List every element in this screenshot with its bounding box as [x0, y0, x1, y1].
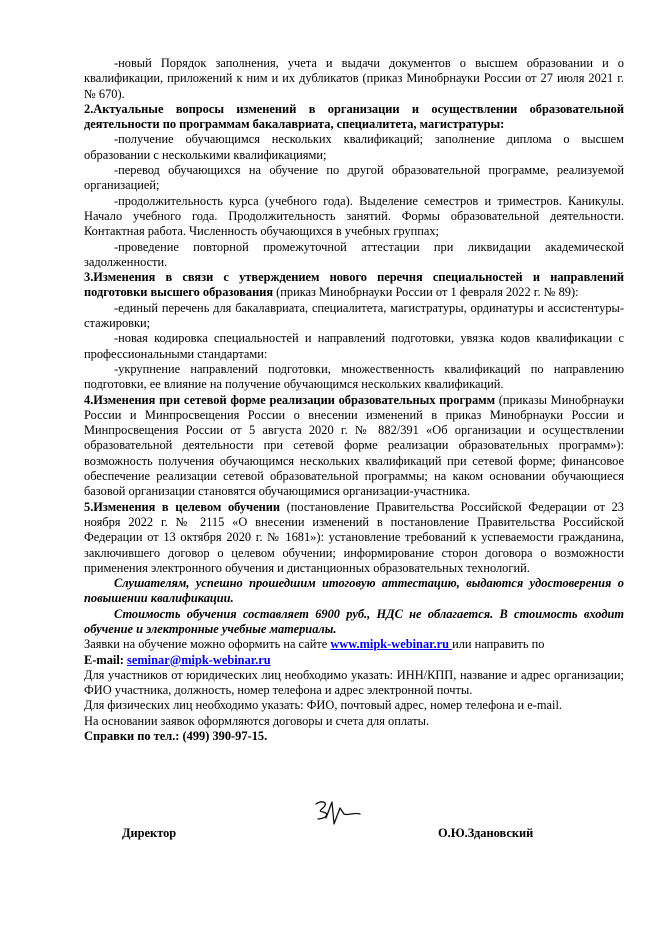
site-link[interactable]: www.mipk-webinar.ru [330, 637, 453, 652]
email-link[interactable]: seminar@mipk-webinar.ru [127, 652, 271, 667]
signature-icon [310, 794, 370, 832]
signature-row [84, 794, 624, 840]
apply-text: Заявки на обучение можно оформить на сайте [84, 637, 331, 652]
item2-bullet: -перевод обучающихся на обучение по другой образовательной программе, реализуемой организацией; [84, 163, 624, 193]
apply-text-2: или направить по [452, 637, 545, 652]
item2-title: 2.Актуальные вопросы изменений в организации и осуществлении образовательной деятельности по программам бакалавриата, специалитета, магистратуры: [84, 101, 624, 132]
director-name: О.Ю.Здановский [438, 826, 534, 840]
item3-rest: (приказ Минобрнауки России от 1 февраля 2022 г. № 89): [273, 285, 579, 300]
item2-bullet: -получение обучающимся нескольких квалификаций; заполнение диплома о высшем образовании с несколькими квалификациями; [84, 132, 624, 162]
document-body [84, 56, 624, 840]
item4-rest: (приказы Минобрнауки России и Минпросвещения России о внесении изменений в приказ Минобрнауки России и Минпросвещения России от 5 августа 2020 г. № 882/391 «Об организации и осуществлении образовательной деятельности при сетевой форме реализации образовательных программ»): возможность получения обучающимся нескольких квалификаций при сетевой форме; финансовое обеспечение реализации сетевой образовательной программы; на каком основании обучающиеся базовой организации становятся обучающимися организации-участника. [84, 392, 624, 499]
item5-paragraph [84, 500, 624, 576]
director-title: Директор [122, 826, 177, 840]
individuals-note: Для физических лиц необходимо указать: ФИО, почтовый адрес, номер телефона и e-mail. [84, 698, 563, 713]
item2-bullet: -продолжительность курса (учебного года). Выделение семестров и триместров. Каникулы. Начало учебного года. Продолжительность занятий. Формы образовательной деятельности. Контактная работа. Численность обучающихся в учебных группах; [84, 193, 624, 239]
item3-bullet: -единый перечень для бакалавриата, специалитета, магистратуры, ординатуры и ассистентуры-стажировки; [84, 300, 624, 331]
item3-bullet: -укрупнение направлений подготовки, множественность квалификаций по направлению подготовки, ее влияние на получение обучающимся нескольких квалификаций. [84, 361, 624, 392]
item3-paragraph [84, 270, 624, 301]
email-label: E-mail: [84, 652, 128, 667]
apply-paragraph [84, 637, 624, 668]
certificate-note: Слушателям, успешно прошедшим итоговую аттестацию, выдаются удостоверения о повышении квалификации. [84, 576, 624, 606]
item2-bullet: -проведение повторной промежуточной аттестации при ликвидации академической задолженности. [84, 239, 624, 269]
item1-tail: -новый Порядок заполнения, учета и выдачи документов о высшем образовании и о квалификации, приложений к ним и их дубликатов (приказ Минобрнауки России от 27 июля 2021 г. № 670). [84, 56, 624, 101]
item3-bullet: -новая кодировка специальностей и направлений подготовки, увязка кодов квалификации с профессиональными стандартами: [84, 331, 624, 361]
item4-paragraph [84, 393, 624, 500]
item5-rest: (постановление Правительства Российской Федерации от 23 ноября 2022 г. № 2115 «О внесении изменений в постановление Правительства Российской Федерации от 13 октября 2020 г. № 1681»): установление требований к успеваемости гражданина, заключившего договор о целевом обучении; информирование сторон договора о возможности применения электронного обучения и дистанционных образовательных технологий. [84, 499, 624, 575]
item5-title: 5.Изменения в целевом обучении [84, 499, 281, 514]
contracts-note: На основании заявок оформляются договоры и счета для оплаты. [84, 713, 430, 728]
phone-info: Справки по тел.: (499) 390-97-15. [84, 729, 268, 744]
cost-note: Стоимость обучения составляет 6900 руб., НДС не облагается. В стоимость входит обучение и электронные учебные материалы. [84, 606, 624, 636]
legal-entities-note: Для участников от юридических лиц необходимо указать: ИНН/КПП, название и адрес организации; ФИО участника, должность, номер телефона и адрес электронной почты. [84, 667, 624, 698]
item3-title: 3.Изменения в связи с утверждением нового перечня специальностей и направлений подготовки высшего образования [84, 270, 624, 300]
item4-title: 4.Изменения при сетевой форме реализации образовательных программ [84, 392, 496, 407]
